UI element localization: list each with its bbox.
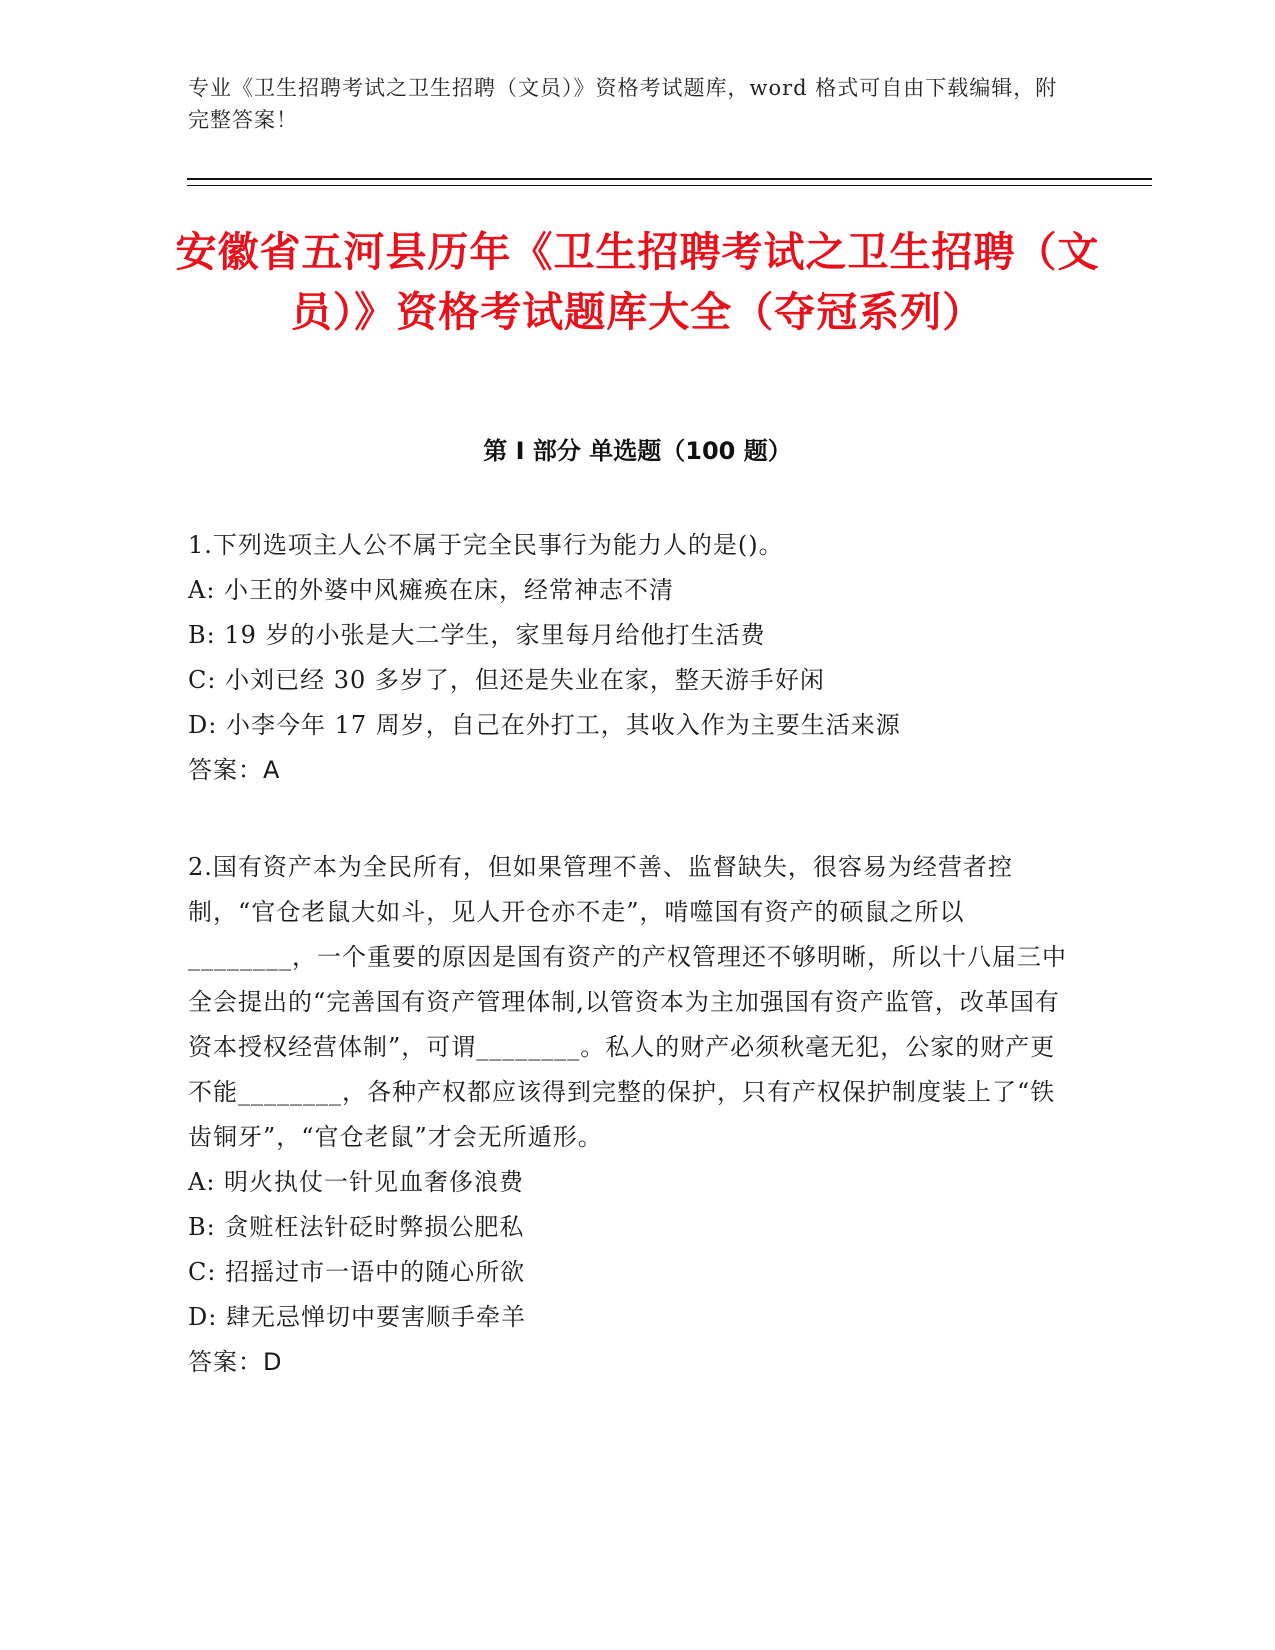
section-heading: 第 I 部分 单选题（100 题） [483,437,792,465]
option-c: C: 小刘已经 30 多岁了，但还是失业在家，整天游手好闲 [188,666,825,694]
option-d: D: 肆无忌惮切中要害顺手牵羊 [188,1303,526,1331]
header-rule-thick [187,178,1152,180]
option-a: A: 明火执仗一针见血奢侈浪费 [188,1168,525,1196]
answer-line: 答案：A [188,756,281,784]
question-1 [188,523,1078,793]
option-a: A: 小王的外婆中风瘫痪在床，经常神志不清 [188,576,675,604]
answer-line: 答案：D [188,1348,283,1376]
question-2 [188,845,1078,1385]
document-title: 安徽省五河县历年《卫生招聘考试之卫生招聘（文员）》资格考试题库大全（夺冠系列） [175,228,1100,336]
option-d: D: 小李今年 17 周岁，自己在外打工，其收入作为主要生活来源 [188,711,901,739]
header-note: 专业《卫生招聘考试之卫生招聘（文员）》资格考试题库，word 格式可自由下载编辑，附完整答案！ [188,76,1058,132]
question-stem: 2.国有资产本为全民所有，但如果管理不善、监督缺失，很容易为经营者控制，“官仓老鼠大如斗，见人开仓亦不走”，啃噬国有资产的硕鼠之所以________，一个重要的原因是国有资产的产权管理还不够明晰，所以十八届三中全会提出的“完善国有资产管理体制,以管资本为主加强国有资产监管，改革国有资本授权经营体制”，可谓________。私人的财产必须秋毫无犯，公家的财产更不能________，各种产权都应该得到完整的保护，只有产权保护制度装上了“铁齿铜牙”，“官仓老鼠”才会无所遁形。 [188,853,1067,1151]
option-b: B: 19 岁的小张是大二学生，家里每月给他打生活费 [188,621,766,649]
option-c: C: 招摇过市一语中的随心所欲 [188,1258,526,1286]
option-b: B: 贪赃枉法针砭时弊损公肥私 [188,1213,525,1241]
header-rule-thin [187,185,1152,186]
question-stem: 1.下列选项主人公不属于完全民事行为能力人的是()。 [188,531,784,559]
